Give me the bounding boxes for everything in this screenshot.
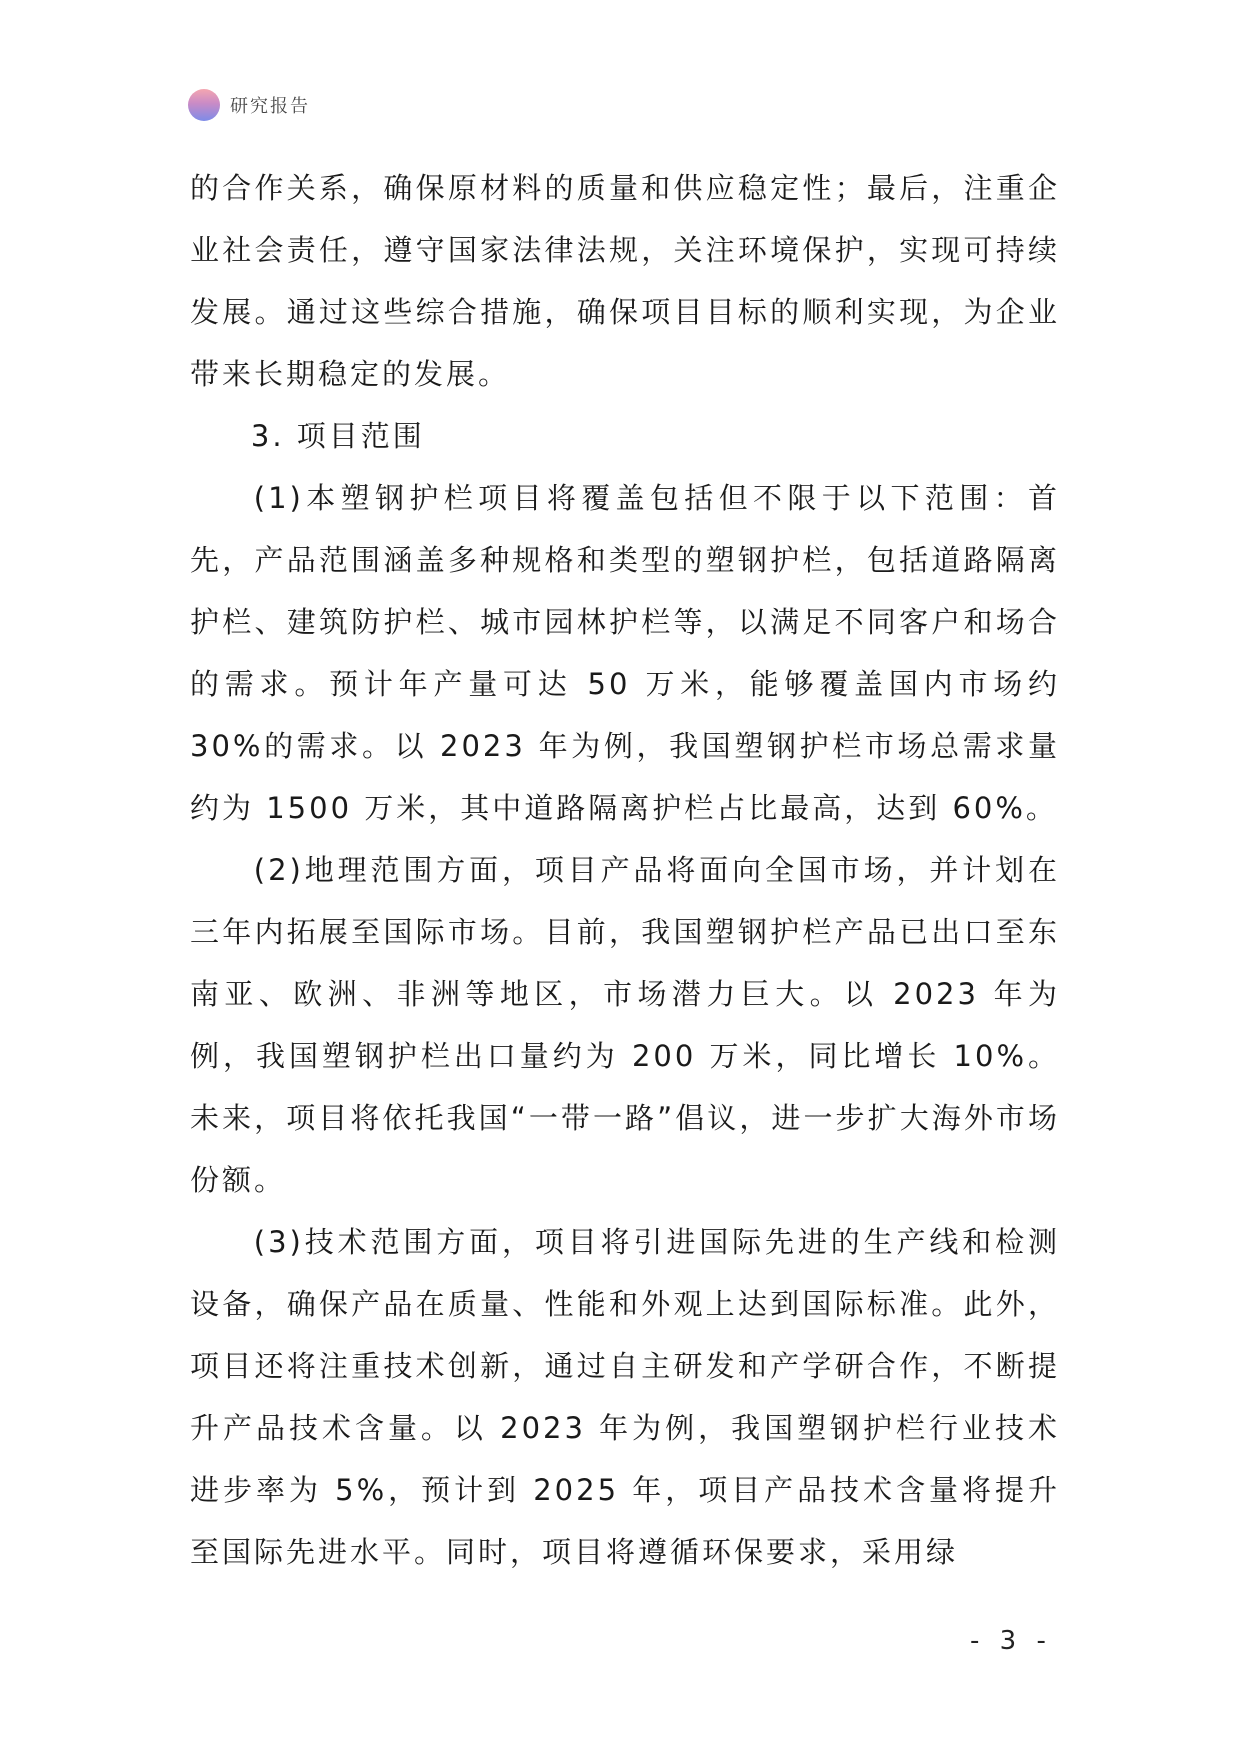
- section-heading: 3. 项目范围: [250, 419, 425, 453]
- report-header: [188, 88, 310, 122]
- header-title: 研究报告: [230, 96, 310, 117]
- page-number: - 3 -: [970, 1626, 1052, 1656]
- paragraph-technical-scope: (3)技术范围方面，项目将引进国际先进的生产线和检测设备，确保产品在质量、性能和外观上达到国际标准。此外，项目还将注重技术创新，通过自主研发和产学研合作，不断提升产品技术含量。以 2023 年为例，我国塑钢护栏行业技术进步率为 5%，预计到 2025 年，项目产品技术含量将提升至国际先进水平。同时，项目将遵循环保要求，采用绿: [190, 1225, 1060, 1569]
- paragraph-continuation: 的合作关系，确保原材料的质量和供应稳定性；最后，注重企业社会责任，遵守国家法律法规，关注环境保护，实现可持续发展。通过这些综合措施，确保项目目标的顺利实现，为企业带来长期稳定的发展。: [190, 171, 1060, 391]
- document-body: [190, 157, 1060, 1583]
- logo-icon: [188, 89, 220, 121]
- paragraph-product-scope: (1)本塑钢护栏项目将覆盖包括但不限于以下范围：首先，产品范围涵盖多种规格和类型的塑钢护栏，包括道路隔离护栏、建筑防护栏、城市园林护栏等，以满足不同客户和场合的需求。预计年产量可达 50 万米，能够覆盖国内市场约 30%的需求。以 2023 年为例，我国塑钢护栏市场总需求量约为 1500 万米，其中道路隔离护栏占比最高，达到 60%。: [190, 481, 1060, 825]
- paragraph-geographic-scope: (2)地理范围方面，项目产品将面向全国市场，并计划在三年内拓展至国际市场。目前，我国塑钢护栏产品已出口至东南亚、欧洲、非洲等地区，市场潜力巨大。以 2023 年为例，我国塑钢护栏出口量约为 200 万米，同比增长 10%。未来，项目将依托我国“一带一路”倡议，进一步扩大海外市场份额。: [190, 853, 1060, 1197]
